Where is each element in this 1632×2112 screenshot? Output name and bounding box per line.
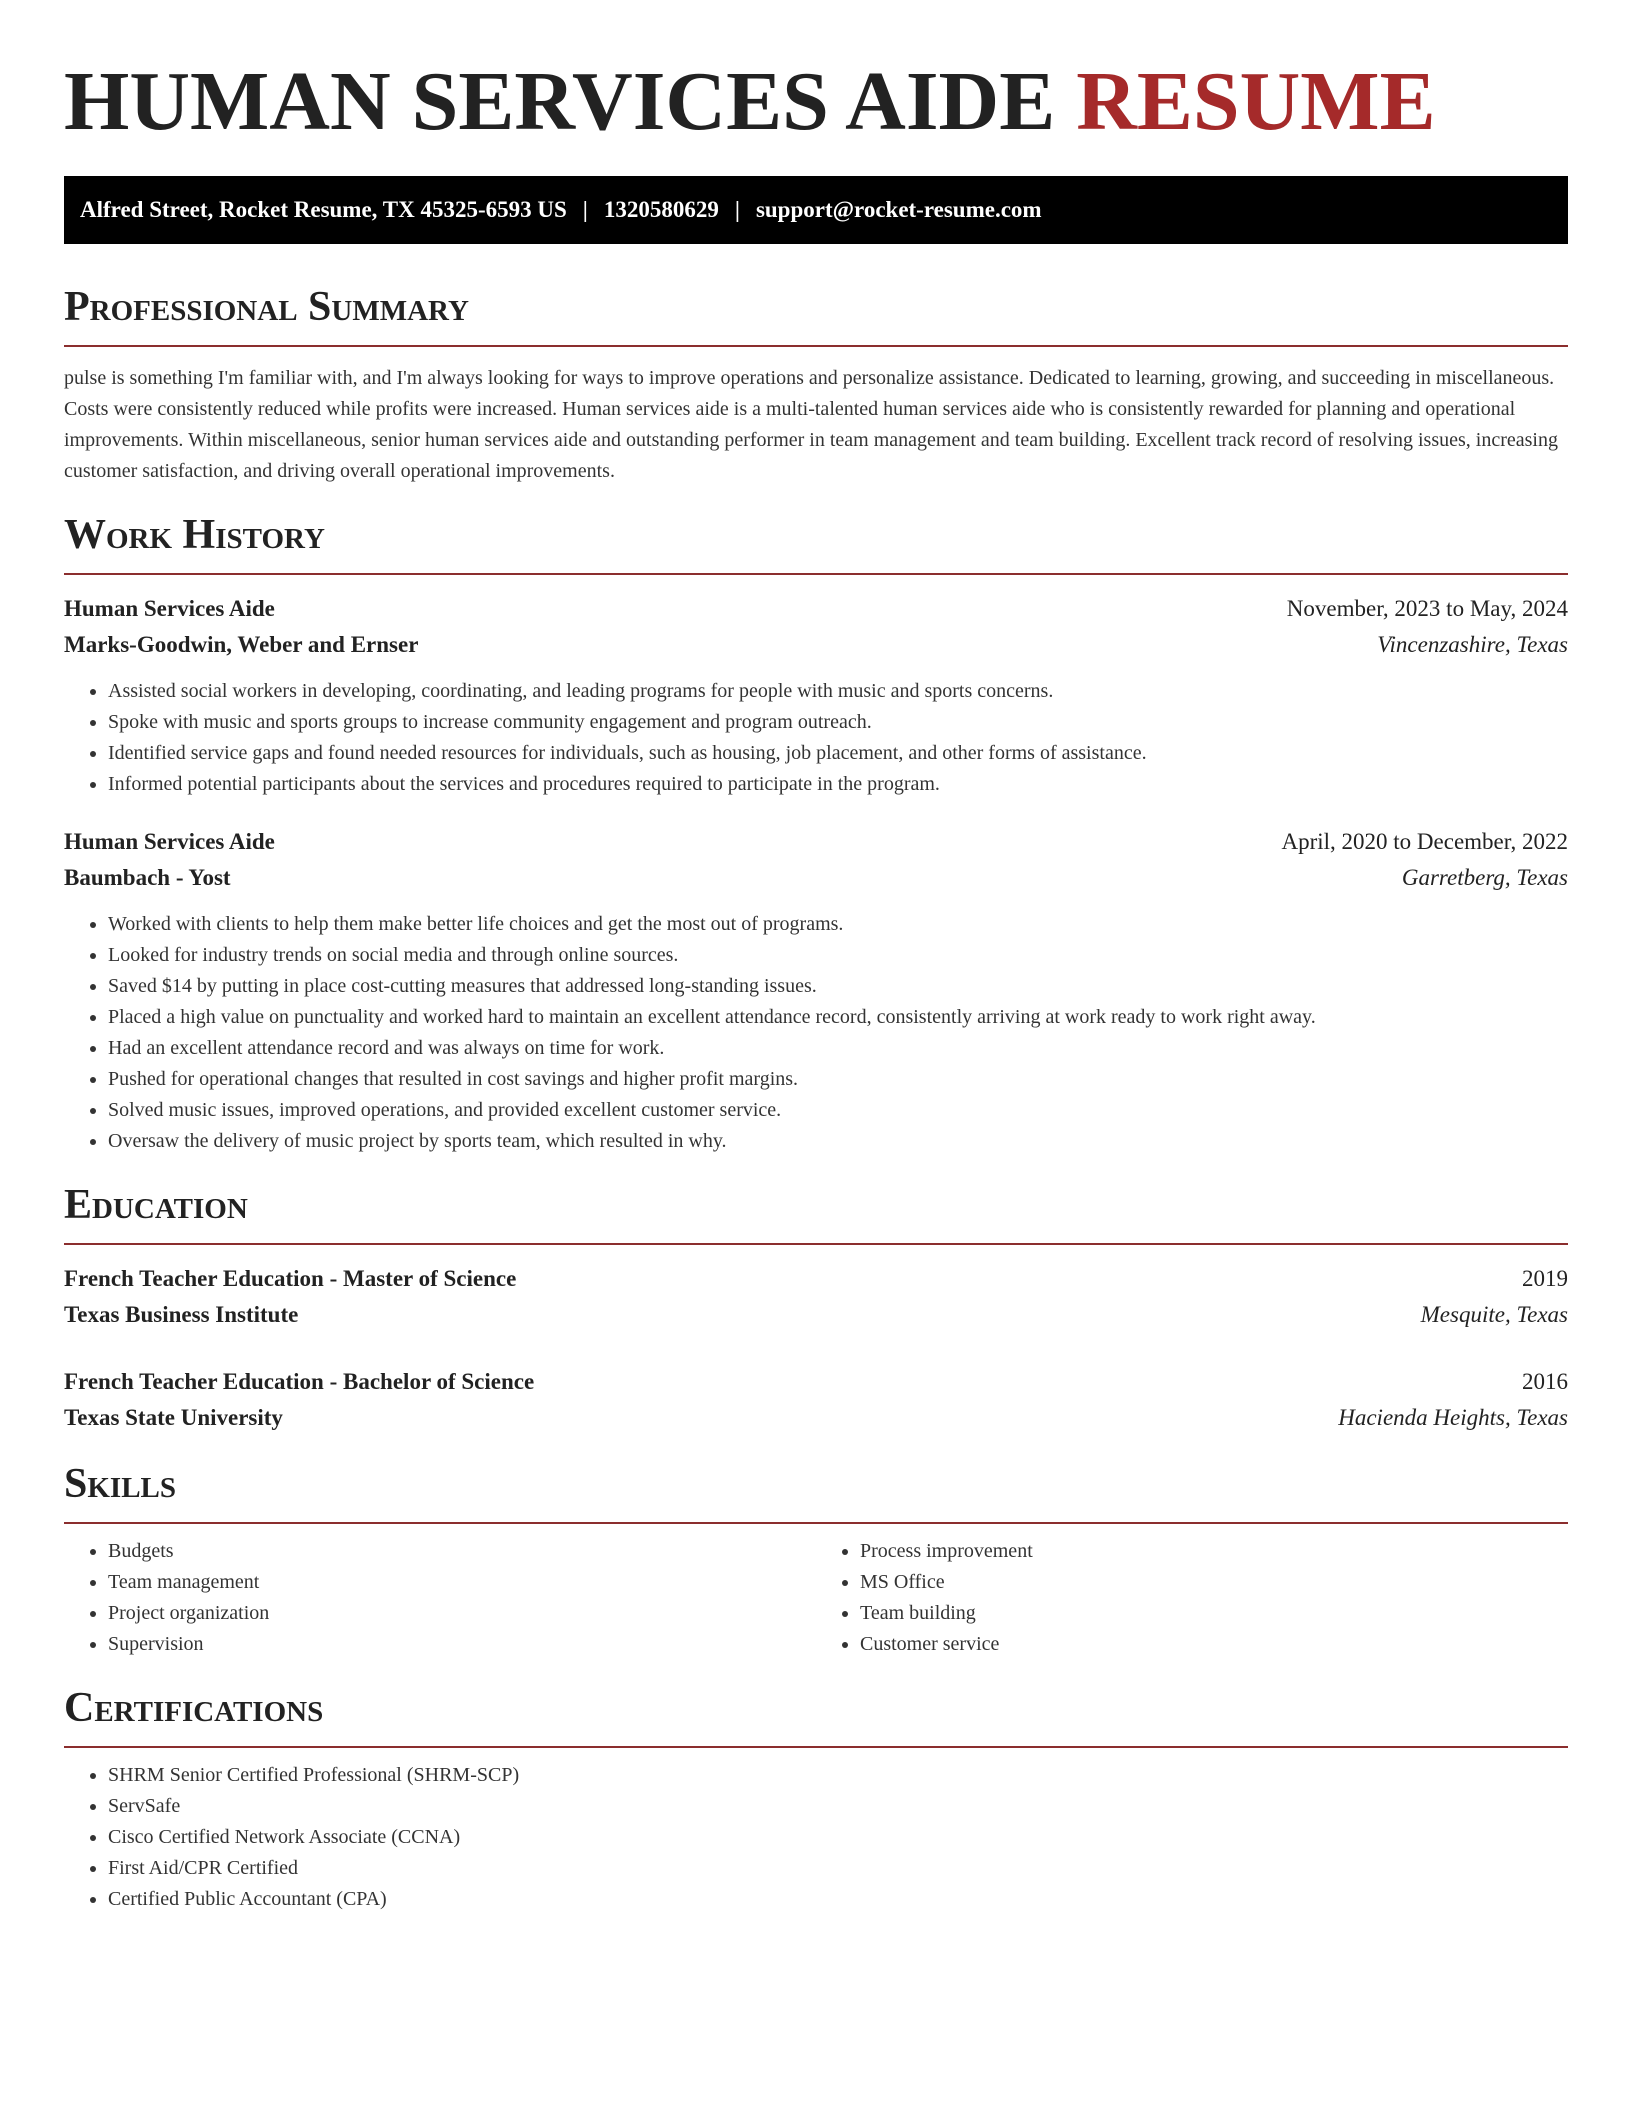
list-item: • Supervision [108,1629,816,1660]
skills-section [64,1458,1568,1660]
job-location: Garretberg, Texas [1401,865,1568,890]
list-item: • Looked for industry trends on social media and through online sources. [108,940,1568,971]
skills-list-right [816,1536,1568,1660]
list-item: • Process improvement [860,1536,1568,1567]
resume-title [64,52,1568,152]
list-item: • Customer service [860,1629,1568,1660]
summary-heading: Professional Summary [64,284,469,330]
section-divider [64,1746,1568,1748]
certifications-heading: Certifications [64,1685,324,1731]
job-header-row [64,591,1568,627]
list-item: • Project organization [108,1598,816,1629]
education-header-row [64,1364,1568,1400]
education-school: Texas Business Institute [64,1302,299,1327]
education-degree: French Teacher Education - Bachelor of Science [64,1369,535,1394]
skills-list-left [64,1536,816,1660]
education-school-row [64,1297,1568,1333]
contact-address: Alfred Street, Rocket Resume, TX 45325-6593 US [80,197,567,222]
list-item: • Oversaw the delivery of music project by sports team, which resulted in why. [108,1126,1568,1157]
list-item: • Assisted social workers in developing, coordinating, and leading programs for people with music and sports concerns. [108,676,1568,707]
education-heading: Education [64,1182,248,1228]
work-history-heading: Work History [64,512,325,558]
education-year: 2016 [1522,1369,1568,1394]
education-school: Texas State University [64,1405,283,1430]
work-history-section [64,509,1568,1157]
list-item: • Team management [108,1567,816,1598]
job-title: Human Services Aide [64,829,275,854]
list-item: • Team building [860,1598,1568,1629]
list-item: • MS Office [860,1567,1568,1598]
list-item: • Informed potential participants about the services and procedures required to participate in the program. [108,769,1568,800]
summary-text: pulse is something I'm familiar with, and I'm always looking for ways to improve operations and personalize assistance. Dedicated to learning, growing, and succeeding in miscellaneous. Costs were consistently reduced while profits were increased. Human services aide is a multi-talented human services aide who is consistently rewarded for planning and operational improvements. Within miscellaneous, senior human services aide and outstanding performer in team management and team building. Excellent track record of resolving issues, increasing customer satisfaction, and driving overall operational improvements. [64,367,1558,482]
skills-grid [64,1536,1568,1660]
education-entry [64,1261,1568,1333]
job-dates: April, 2020 to December, 2022 [1281,829,1568,854]
contact-separator: | [582,197,588,222]
title-main: HUMAN SERVICES AIDE [64,55,1056,148]
contact-email: support@rocket-resume.com [755,197,1042,222]
list-item: • Placed a high value on punctuality and worked hard to maintain an excellent attendance record, consistently arriving at work ready to work right away. [108,1002,1568,1033]
list-item: • Budgets [108,1536,816,1567]
job-company: Baumbach - Yost [64,865,231,890]
job-dates: November, 2023 to May, 2024 [1286,596,1568,621]
education-year: 2019 [1522,1266,1568,1291]
job-company-row [64,627,1568,663]
job-company-row [64,860,1568,896]
section-divider [64,345,1568,347]
list-item: • SHRM Senior Certified Professional (SHRM-SCP) [108,1760,1568,1791]
contact-phone: 1320580629 [603,197,719,222]
section-divider [64,1243,1568,1245]
job-company: Marks-Goodwin, Weber and Ernser [64,632,419,657]
job-bullets [64,676,1568,800]
title-accent: RESUME [1076,55,1436,148]
job-bullets [64,909,1568,1157]
list-item: • Cisco Certified Network Associate (CCNA) [108,1822,1568,1853]
certifications-list [64,1760,1568,1915]
education-location: Hacienda Heights, Texas [1338,1405,1568,1430]
skills-heading: Skills [64,1461,177,1507]
list-item: • ServSafe [108,1791,1568,1822]
summary-section [64,281,1568,487]
education-school-row [64,1400,1568,1436]
list-item: • Certified Public Accountant (CPA) [108,1884,1568,1915]
list-item: • Had an excellent attendance record and was always on time for work. [108,1033,1568,1064]
list-item: • Worked with clients to help them make better life choices and get the most out of programs. [108,909,1568,940]
list-item: • Spoke with music and sports groups to increase community engagement and program outreach. [108,707,1568,738]
section-divider [64,1522,1568,1524]
contact-separator: | [734,197,740,222]
job-title: Human Services Aide [64,596,275,621]
education-header-row [64,1261,1568,1297]
list-item: • First Aid/CPR Certified [108,1853,1568,1884]
contact-bar [64,176,1568,244]
job-entry [64,824,1568,1157]
list-item: • Saved $14 by putting in place cost-cutting measures that addressed long-standing issues. [108,971,1568,1002]
education-section [64,1179,1568,1436]
certifications-section [64,1682,1568,1915]
education-degree: French Teacher Education - Master of Science [64,1266,517,1291]
list-item: • Pushed for operational changes that resulted in cost savings and higher profit margins. [108,1064,1568,1095]
job-entry [64,591,1568,800]
section-divider [64,573,1568,575]
job-location: Vincenzashire, Texas [1377,632,1568,657]
list-item: • Solved music issues, improved operations, and provided excellent customer service. [108,1095,1568,1126]
job-header-row [64,824,1568,860]
education-entry [64,1364,1568,1436]
education-location: Mesquite, Texas [1420,1302,1568,1327]
list-item: • Identified service gaps and found needed resources for individuals, such as housing, job placement, and other forms of assistance. [108,738,1568,769]
